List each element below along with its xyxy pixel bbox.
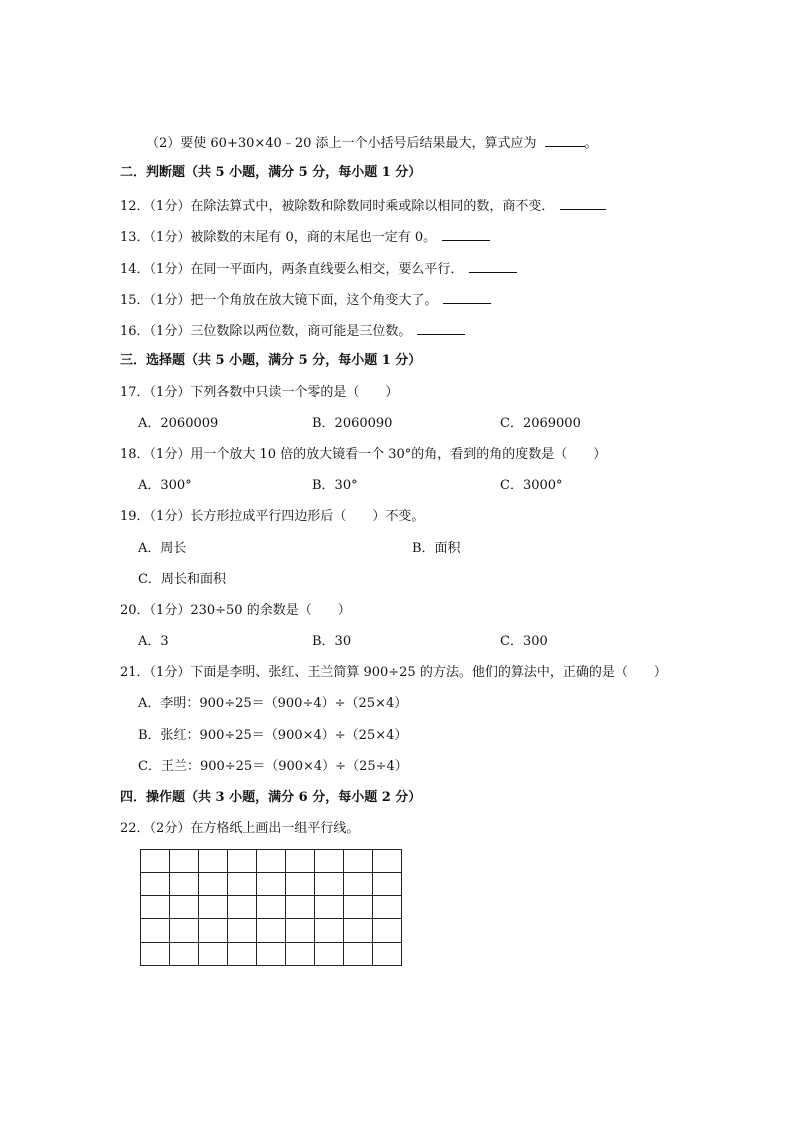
option-18-b[interactable]: B．30° — [312, 478, 358, 493]
option-20-c[interactable]: C．300 — [500, 634, 548, 649]
answer-blank[interactable] — [417, 321, 465, 335]
option-18-c[interactable]: C．3000° — [500, 478, 563, 493]
question-18: 18．（1分）用一个放大 10 倍的放大镜看一个 30°的角，看到的角的度数是（ ） — [120, 447, 607, 462]
question-20: 20．（1分）230÷50 的余数是（ ） — [120, 603, 351, 618]
question-13: 13．（1分）被除数的末尾有 0，商的末尾也一定有 0。 — [120, 227, 490, 247]
question-21: 21．（1分）下面是李明、张红、王兰简算 900÷25 的方法。他们的算法中，正确的是（ ） — [120, 665, 667, 680]
section-2-heading: 二．判断题（共 5 小题，满分 5 分，每小题 1 分） — [120, 165, 422, 180]
answer-blank[interactable] — [442, 227, 490, 241]
q11-part2: （2）要使 60+30×40﹣20 添上一个小括号后结果最大，算式应为 。 — [146, 133, 598, 153]
option-21-a[interactable]: A．李明：900÷25＝（900÷4）÷（25×4） — [138, 696, 408, 711]
option-21-b[interactable]: B．张红：900÷25＝（900×4）÷（25×4） — [138, 728, 408, 743]
question-16: 16．（1分）三位数除以两位数，商可能是三位数。 — [120, 321, 465, 341]
option-17-a[interactable]: A．2060009 — [138, 416, 219, 431]
option-19-b[interactable]: B．面积 — [412, 541, 461, 556]
answer-blank[interactable] — [560, 196, 606, 210]
option-20-a[interactable]: A．3 — [138, 634, 169, 649]
section-3-heading: 三．选择题（共 5 小题，满分 5 分，每小题 1 分） — [120, 353, 422, 368]
option-17-c[interactable]: C．2069000 — [500, 416, 581, 431]
answer-blank[interactable] — [443, 290, 491, 304]
option-20-b[interactable]: B．30 — [312, 634, 352, 649]
question-22: 22．（2分）在方格纸上画出一组平行线。 — [120, 821, 360, 836]
option-17-b[interactable]: B．2060090 — [312, 416, 393, 431]
question-12: 12．（1分）在除法算式中，被除数和除数同时乘或除以相同的数，商不变． — [120, 196, 606, 216]
option-19-a[interactable]: A．周长 — [138, 541, 187, 556]
question-19: 19．（1分）长方形拉成平行四边形后（ ）不变。 — [120, 509, 425, 524]
question-15: 15．（1分）把一个角放在放大镜下面，这个角变大了。 — [120, 290, 491, 310]
option-21-c[interactable]: C．王兰：900÷25＝（900×4）÷（25÷4） — [138, 759, 408, 774]
option-19-c[interactable]: C．周长和面积 — [138, 572, 226, 587]
grid-paper[interactable] — [140, 849, 403, 967]
section-4-heading: 四．操作题（共 3 小题，满分 6 分，每小题 2 分） — [120, 790, 422, 805]
question-17: 17．（1分）下列各数中只读一个零的是（ ） — [120, 385, 399, 400]
option-18-a[interactable]: A．300° — [138, 478, 192, 493]
question-14: 14．（1分）在同一平面内，两条直线要么相交，要么平行． — [120, 259, 517, 279]
answer-blank[interactable] — [469, 259, 517, 273]
answer-blank[interactable] — [545, 133, 585, 147]
